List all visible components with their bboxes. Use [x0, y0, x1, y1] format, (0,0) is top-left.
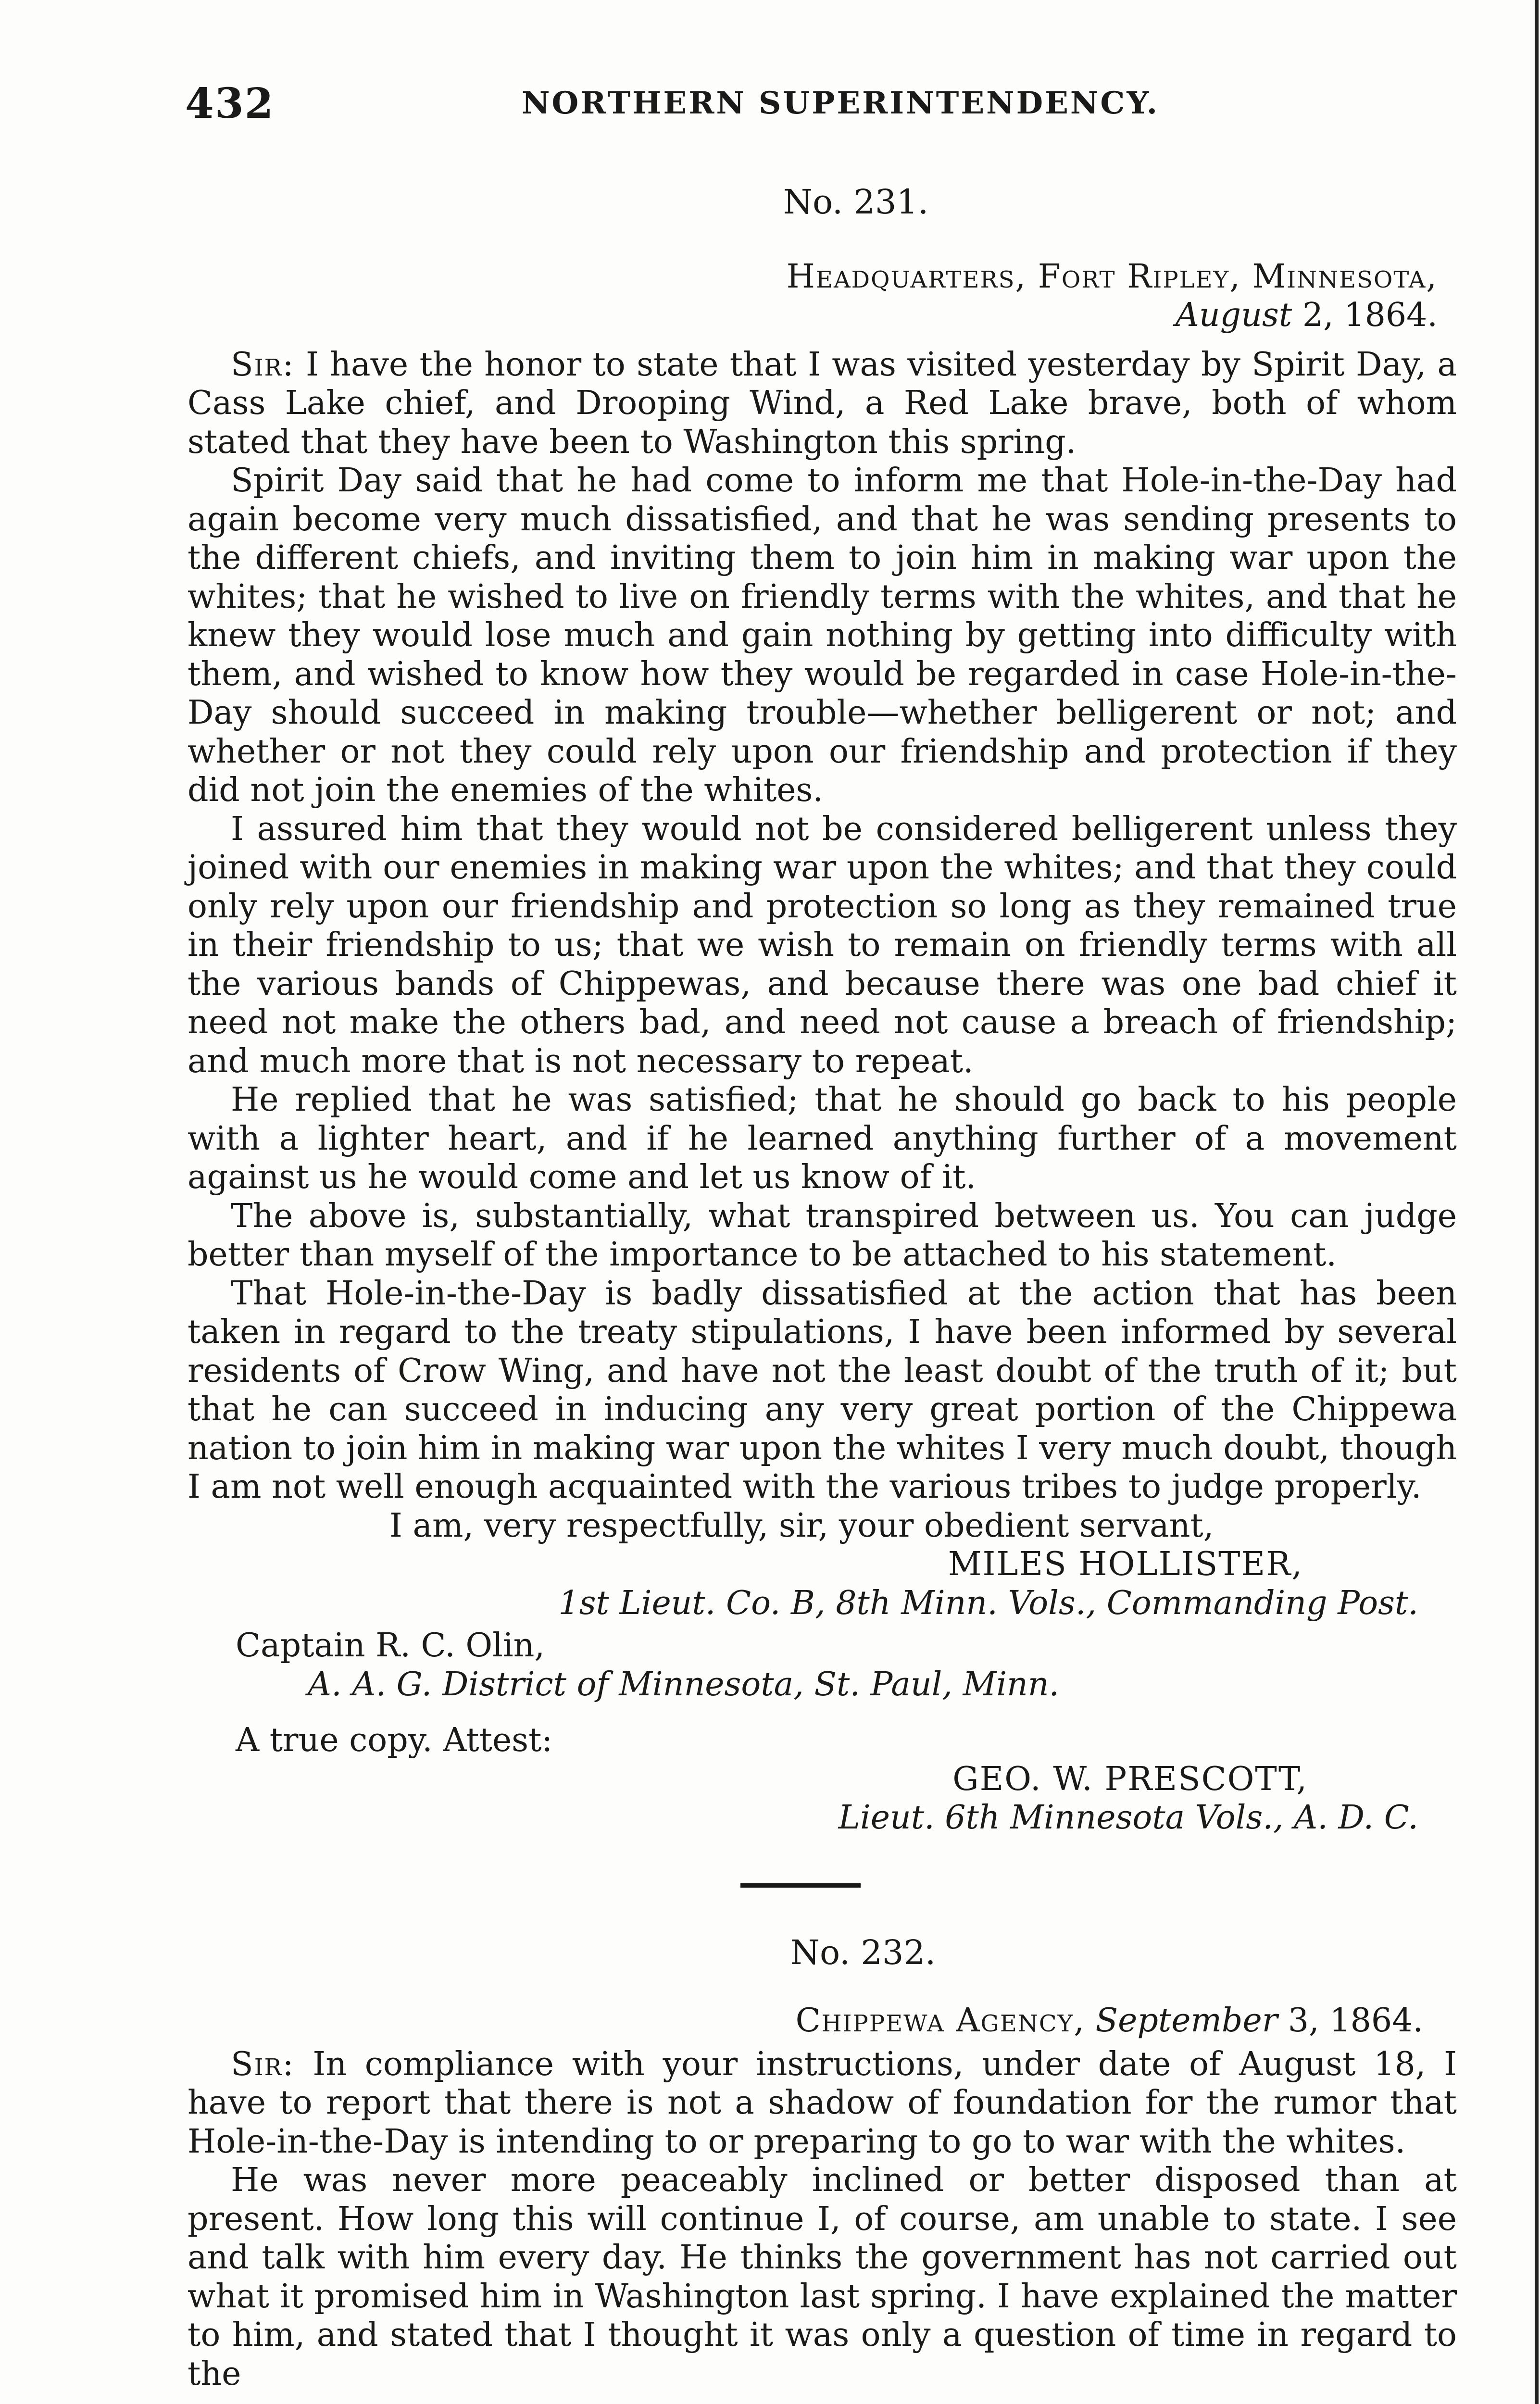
document-number-231: No. 231.: [783, 182, 929, 222]
letter-231-paragraph-2: Spirit Day said that he had come to inform me that Hole-in-the-Day had again become very much dissatisfied, and that he was sending presents to the different chiefs, and inviting them to join him in making war upon the whites; that he wished to live on friendly terms with the whites, and that he knew they would lose much and gain nothing by getting into difficulty with them, and wished to know how they would be regarded in case Hole-in-the-Day should succeed in making trouble—whether belligerent or not; and whether or not they could rely upon our friendship and protection if they did not join the enemies of the whites.: [188, 462, 1457, 809]
letter-232-heading-place: Chippewa Agency,: [795, 2002, 1085, 2040]
letter-231-heading: Headquarters, Fort Ripley, Minnesota,: [786, 257, 1438, 296]
letter-231-salutation: Sir:: [231, 345, 295, 384]
body-text: [188, 183, 1457, 2393]
letter-231-date-month: August: [1175, 296, 1292, 334]
letter-231-closing: I am, very respectfully, sir, your obedient servant,: [389, 1506, 1214, 1545]
letter-231-paragraph-4: He replied that he was satisfied; that he should go back to his people with a lighter heart, and if he learned anything further of a movement against us he would come and let us know of it.: [188, 1081, 1457, 1196]
letter-231-paragraph-1: [188, 346, 1457, 462]
letter-231-date: [188, 296, 1457, 335]
letter-232-paragraph-1: [188, 2045, 1457, 2162]
document-number-232: No. 232.: [790, 1932, 936, 1972]
letter-231-signer-title: 1st Lieut. Co. B, 8th Minn. Vols., Commanding Post.: [558, 1584, 1418, 1622]
page-edge-right: [1535, 0, 1539, 2404]
letter-232-salutation: Sir:: [231, 2045, 295, 2083]
letter-231-signer-name: MILES HOLLISTER,: [948, 1545, 1303, 1583]
letter-232-dateline: [188, 2002, 1457, 2041]
letter-231-addressee-title: A. A. G. District of Minnesota, St. Paul, Minn.: [308, 1665, 1060, 1703]
running-title: NORTHERN SUPERINTENDENCY.: [522, 85, 1160, 121]
letter-231-addressee-name: Captain R. C. Olin,: [236, 1627, 545, 1665]
letter-231-date-rest: 2, 1864.: [1292, 296, 1438, 334]
letter-231-attest-title: Lieut. 6th Minnesota Vols., A. D. C.: [838, 1799, 1418, 1837]
letter-231-paragraph-3: I assured him that they would not be considered belligerent unless they joined with our enemies in making war upon the whites; and that they could only rely upon our friendship and protection so long as they remained true in their friendship to us; that we wish to remain on friendly terms with all the various bands of Chippewas, and because there was one bad chief it need not make the others bad, and need not cause a breach of friendship; and much more that is not necessary to repeat.: [188, 810, 1457, 1080]
section-divider: [740, 1883, 861, 1888]
running-head: [185, 79, 1459, 132]
letter-231-paragraph-5: The above is, substantially, what transpired between us. You can judge better than myself of the importance to be attached to his statement.: [188, 1197, 1457, 1274]
letter-231-attest-name: GEO. W. PRESCOTT,: [952, 1760, 1308, 1798]
letter-232-date-rest: 3, 1864.: [1277, 2002, 1423, 2040]
letter-231-paragraph-1-text: I have the honor to state that I was visited yesterday by Spirit Day, a Cass Lake chief, and Drooping Wind, a Red Lake brave, both of whom stated that they have been to Washington this spring.: [188, 345, 1457, 461]
letter-232-paragraph-1-text: In compliance with your instructions, under date of August 18, I have to report that there is not a shadow of foundation for the rumor that Hole-in-the-Day is intending to or preparing to go to war with the whites.: [188, 2045, 1457, 2161]
letter-232-paragraph-2: He was never more peaceably inclined or better disposed than at present. How long this will continue I, of course, am unable to state. I see and talk with him every day. He thinks the government has not carried out what it promised him in Washington last spring. I have explained the matter to him, and stated that I thought it was only a question of time in regard to the: [188, 2161, 1457, 2393]
letter-231-paragraph-6: That Hole-in-the-Day is badly dissatisfied at the action that has been taken in regard to the treaty stipulations, I have been informed by several residents of Crow Wing, and have not the least doubt of the truth of it; but that he can succeed in inducing any very great portion of the Chippewa nation to join him in making war upon the whites I very much doubt, though I am not well enough acquainted with the various tribes to judge properly.: [188, 1274, 1457, 1506]
letter-232-date-month: September: [1095, 2002, 1278, 2040]
letter-231-attest-line: A true copy. Attest:: [236, 1721, 553, 1759]
page-number: 432: [185, 79, 275, 128]
